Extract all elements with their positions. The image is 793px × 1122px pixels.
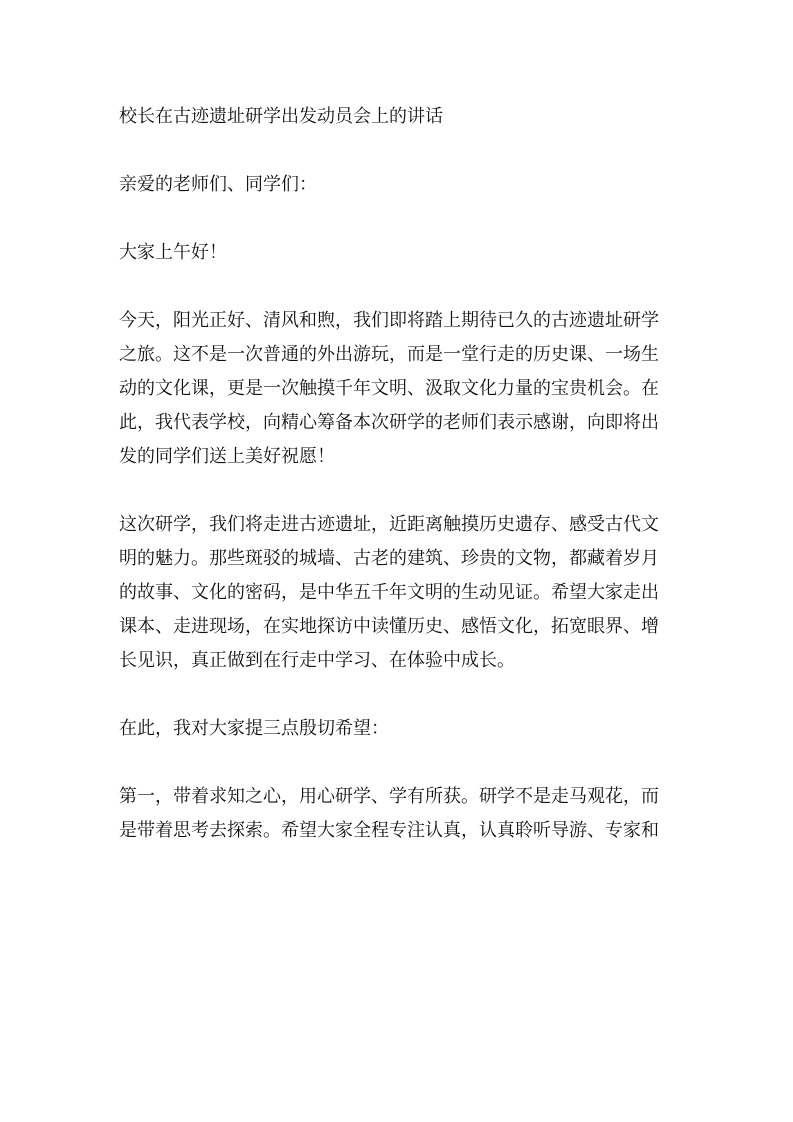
paragraph-heritage bbox=[119, 508, 679, 678]
paragraph-line: 之旅。这不是一次普通的外出游玩，而是一堂行走的历史课、一场生 bbox=[119, 344, 659, 365]
paragraph-opening bbox=[119, 304, 679, 474]
paragraph-line: 的故事、文化的密码，是中华五千年文明的生动见证。希望大家走出 bbox=[119, 582, 659, 603]
paragraph-line: 课本、走进现场，在实地探访中读懂历史、感悟文化，拓宽眼界、增 bbox=[119, 616, 659, 637]
speech-title: 校长在古迹遗址研学出发动员会上的讲话 bbox=[119, 106, 443, 127]
blank-line bbox=[119, 202, 679, 236]
document-body bbox=[119, 100, 679, 848]
hopes-intro: 在此，我对大家提三点殷切希望： bbox=[119, 718, 389, 739]
paragraph-first-hope bbox=[119, 780, 679, 848]
paragraph-line: 动的文化课，更是一次触摸千年文明、汲取文化力量的宝贵机会。在 bbox=[119, 378, 659, 399]
blank-line bbox=[119, 134, 679, 168]
blank-line bbox=[119, 678, 679, 712]
paragraph-line: 是带着思考去探索。希望大家全程专注认真，认真聆听导游、专家和 bbox=[119, 820, 659, 841]
blank-line bbox=[119, 746, 679, 780]
paragraph-line: 第一，带着求知之心，用心研学、学有所获。研学不是走马观花，而 bbox=[119, 786, 659, 807]
paragraph-line: 这次研学，我们将走进古迹遗址，近距离触摸历史遗存、感受古代文 bbox=[119, 514, 659, 535]
salutation: 亲爱的老师们、同学们： bbox=[119, 174, 317, 195]
greeting: 大家上午好！ bbox=[119, 242, 227, 263]
paragraph-line: 今天，阳光正好、清风和煦，我们即将踏上期待已久的古迹遗址研学 bbox=[119, 310, 659, 331]
blank-line bbox=[119, 270, 679, 304]
blank-line bbox=[119, 474, 679, 508]
paragraph-line: 明的魅力。那些斑驳的城墙、古老的建筑、珍贵的文物，都藏着岁月 bbox=[119, 548, 659, 569]
paragraph-line: 此，我代表学校，向精心筹备本次研学的老师们表示感谢，向即将出 bbox=[119, 412, 659, 433]
paragraph-line: 长见识，真正做到在行走中学习、在体验中成长。 bbox=[119, 650, 515, 671]
paragraph-line: 发的同学们送上美好祝愿！ bbox=[119, 446, 335, 467]
